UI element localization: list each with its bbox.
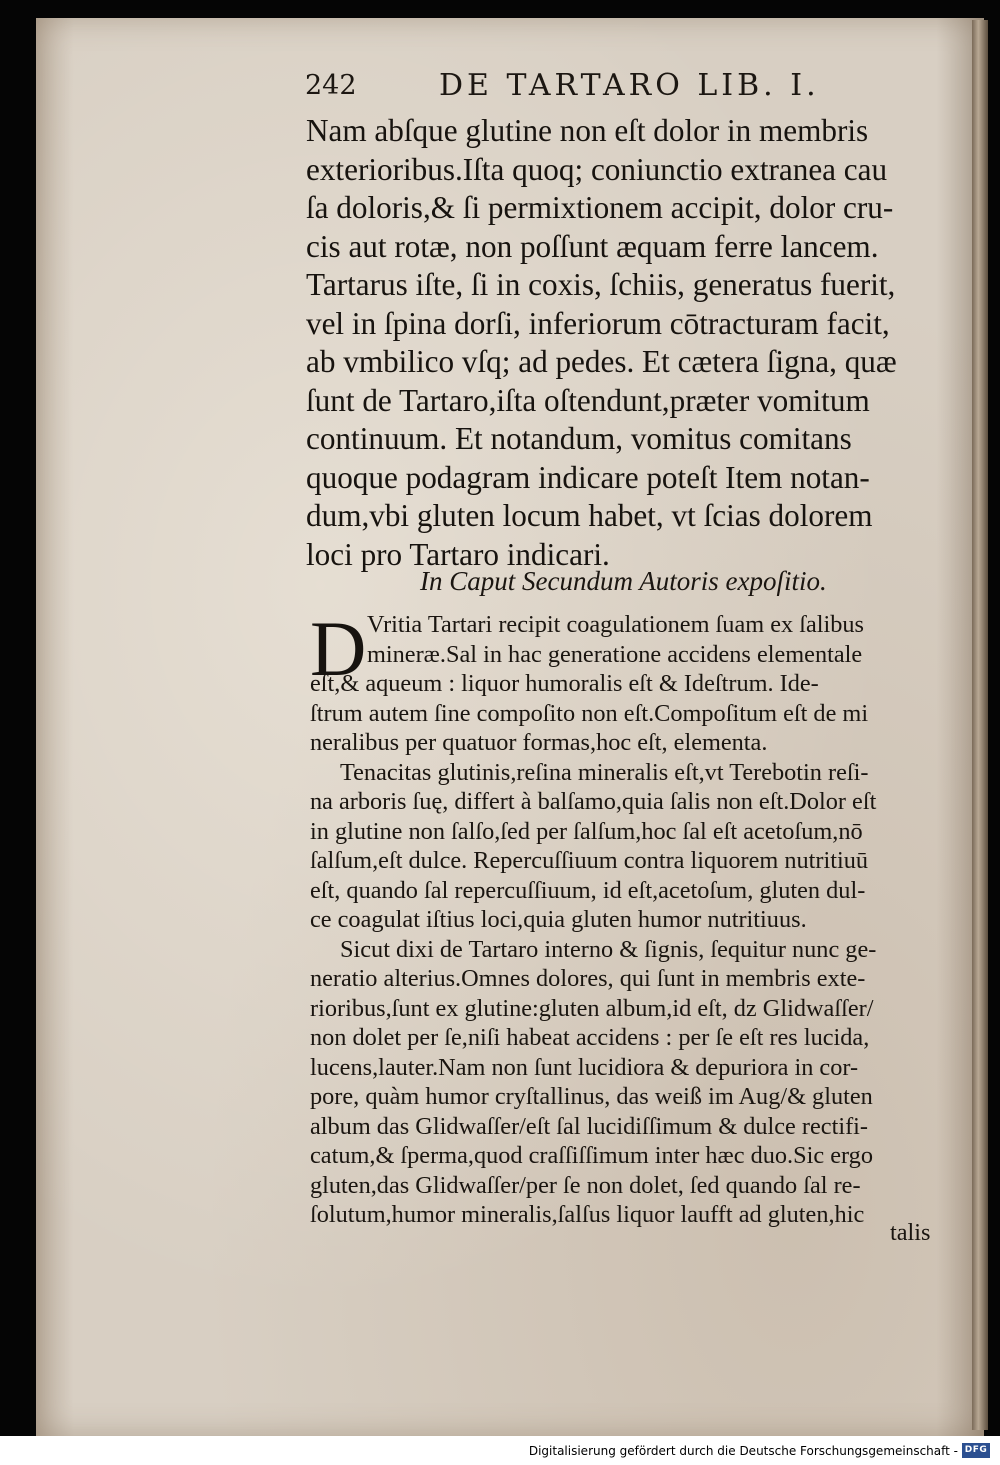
- catchword: talis: [890, 1219, 931, 1246]
- section-heading: In Caput Secundum Autoris expoſitio.: [420, 566, 827, 596]
- text-line: catum,& ſperma,quod craſſiſſimum inter hæc duo.Sic ergo: [310, 1142, 873, 1169]
- text-line: ſolutum,humor mineralis,ſalſus liquor laufft ad gluten,hic: [310, 1201, 865, 1228]
- text-line: neratio alterius.Omnes dolores, qui ſunt in membris exte-: [310, 965, 866, 992]
- text-line: eſt, quando ſal repercuſſiuum, id eſt,acetoſum, gluten dul-: [310, 876, 866, 904]
- text-line: ſalſum,eſt dulce. Repercuſſiuum contra liquorem nutritiuū: [310, 847, 869, 874]
- text-line: Sicut dixi de Tartaro interno & ſignis, ſequitur nunc ge-: [340, 935, 877, 963]
- text-line: ce coagulat iſtius loci,quia gluten humor nutritiuus.: [310, 906, 807, 933]
- dfg-logo-icon: DFG: [962, 1443, 990, 1458]
- page-edge: [972, 20, 988, 1430]
- text-line: exterioribus.Iſta quoq; coniunctio extranea cau: [306, 151, 888, 187]
- lower-paragraphs: [310, 605, 940, 1230]
- text-line: cis aut rotæ, non poſſunt æquam ferre lancem.: [306, 228, 879, 264]
- text-line: rioribus,ſunt ex glutine:gluten album,id eſt, dz Glidwaſſer/: [310, 994, 874, 1022]
- text-line: ſa doloris,& ſi permixtionem accipit, dolor cru-: [306, 190, 894, 225]
- text-line: ſunt de Tartaro,iſta oſtendunt,præter vomitum: [306, 382, 870, 418]
- text-line: na arboris ſuę, differt à balſamo,quia ſalis non eſt.Dolor eſt: [310, 788, 877, 815]
- text-line: ab vmbilico vſq; ad pedes. Et cætera ſigna, quæ: [306, 344, 897, 379]
- text-line: eſt,& aqueum : liquor humoralis eſt & Ideſtrum. Ide-: [310, 670, 819, 697]
- text-line: Nam abſque glutine non eſt dolor in membris: [306, 113, 869, 148]
- text-line: album das Glidwaſſer/eſt ſal lucidiſſimum & dulce rectifi-: [310, 1112, 868, 1140]
- digitization-footer: [0, 1436, 1000, 1465]
- text-line: dum,vbi gluten locum habet, vt ſcias dolorem: [306, 498, 873, 533]
- text-line: Tartarus iſte, ſi in coxis, ſchiis, generatus fuerit,: [306, 267, 896, 302]
- running-head: [305, 68, 945, 108]
- text-line: lucens,lauter.Nam non ſunt lucidiora & depuriora in cor-: [310, 1053, 859, 1081]
- text-line: Tenacitas glutinis,reſina mineralis eſt,vt Terebotin reſi-: [340, 758, 869, 786]
- text-line: pore, quàm humor cryſtallinus, das weiß im Aug/& gluten: [310, 1083, 873, 1110]
- drop-cap: D: [310, 605, 367, 692]
- text-line: quoque podagram indicare poteſt Item notan-: [306, 459, 870, 495]
- text-line: gluten,das Glidwaſſer/per ſe non dolet, ſed quando ſal re-: [310, 1171, 861, 1199]
- text-line: non dolet per ſe,niſi habeat accidens : per ſe eſt res lucida,: [310, 1024, 870, 1051]
- text-line: mineræ.Sal in hac generatione accidens elementale: [367, 640, 863, 668]
- text-line: continuum. Et notandum, vomitus comitans: [306, 421, 852, 456]
- text-line: vel in ſpina dorſi, inferiorum cōtracturam facit,: [306, 305, 890, 341]
- page-number: 242: [305, 70, 357, 101]
- text-line: loci pro Tartaro indicari.: [306, 536, 610, 572]
- text-line: neralibus per quatuor formas,hoc eſt, elementa.: [310, 729, 768, 756]
- text-line: ſtrum autem ſine compoſito non eſt.Compoſitum eſt de mi: [310, 699, 869, 727]
- funding-credit: Digitalisierung gefördert durch die Deutsche Forschungsgemeinschaft -: [528, 1444, 958, 1458]
- text-line: Vritia Tartari recipit coagulationem ſuam ex ſalibus: [367, 611, 865, 638]
- upper-paragraph: [306, 112, 946, 574]
- text-line: in glutine non ſalſo,ſed per ſalſum,hoc ſal eſt acetoſum,nō: [310, 817, 863, 845]
- running-title: DE TARTARO LIB. I.: [439, 68, 820, 103]
